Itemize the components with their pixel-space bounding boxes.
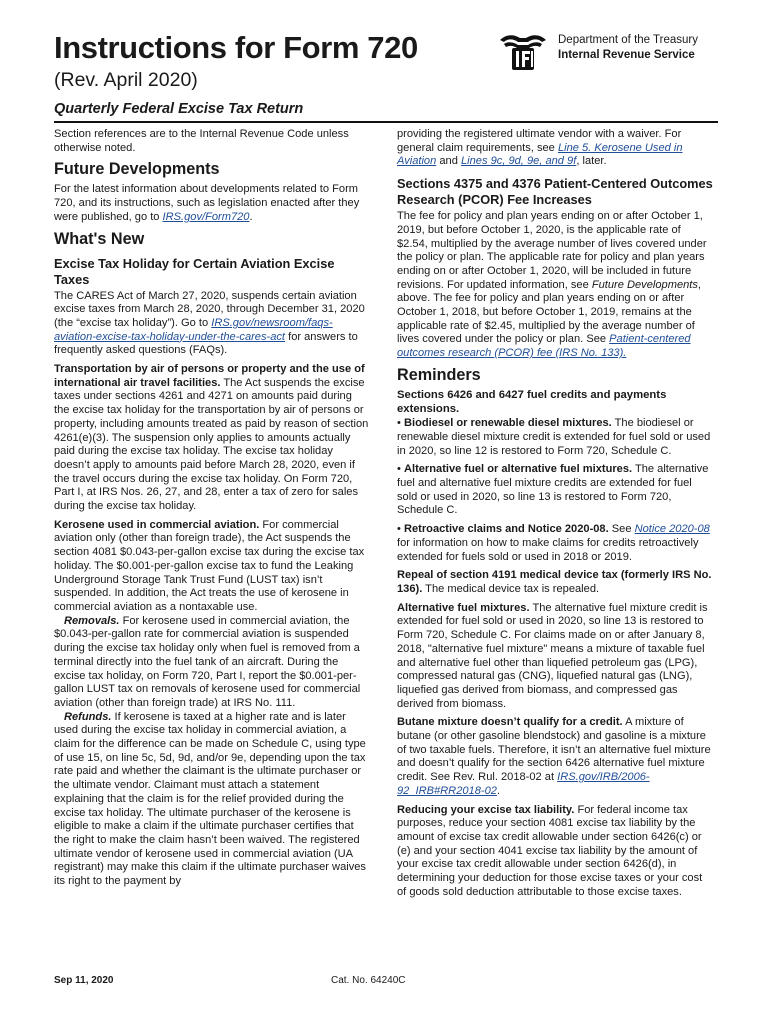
bullet-alternative-fuel: • Alternative fuel or alternative fuel mixtures. The alternative fuel and alternative fuel mixture credits are extended for fuel sold or used in 2020, so line 13 is restored to Form 720, Schedule C. <box>397 463 709 517</box>
pcor-link[interactable]: Patient-centered outcomes research (PCOR) fee (IRS No. 133). <box>397 333 691 360</box>
whats-new-heading: What's New <box>54 229 145 248</box>
refunds-paragraph: Refunds. If kerosene is taxed at a higher rate and is later used during the excise tax holiday in commercial aviation, a claim for the difference can be made on Schedule C, using type of use 15, on line 5c, 5d, 9d, and/or 9e, depending upon the tax rate paid and whether the claimant is the ultimate purchaser or the ultimate vendor. Claimant must attach a statement explaining that the claim is for the relief provided during the excise tax holiday. The ultimate purchaser of the kerosene is eligible to make a claim if the ultimate purchaser certifies that the right to make the claim hasn’t been waived. The registered ultimate vendor of kerosene used in commercial aviation (UA registrant) may make this claim if the ultimate purchaser waives its right to the payment by <box>54 710 366 888</box>
cares-paragraph: The CARES Act of March 27, 2020, suspends certain aviation excise taxes from March 28, 2020, through December 31, 2020 (the “excise tax holiday”). Go to IRS.gov/newsroom/faqs-aviation-excise-tax-holiday-under-the-cares-act for answers to frequently asked questions (FAQs). <box>54 289 365 357</box>
rev-rul-link[interactable]: IRS.gov/IRB/2006-92_IRB#RR2018-02 <box>397 771 650 797</box>
notice-link[interactable]: Notice 2020-08 <box>634 523 710 536</box>
pcor-heading: Sections 4375 and 4376 Patient-Centered Outcomes Research (PCOR) Fee Increases <box>397 176 713 208</box>
kerosene-paragraph: Kerosene used in commercial aviation. For commercial aviation only (other than foreign trade), the Act suspends the section 4081 $0.043-per-gallon excise tax during the excise tax holiday. The $0.001-per-gallon excise tax to fund the Leaking Underground Storage Tank Trust Fund (LUST tax) isn’t suspended. In addition, the Act treats the use of kerosene in commercial aviation as a nontaxable use. <box>54 518 365 613</box>
bullet-retroactive: • Retroactive claims and Notice 2020-08. See Notice 2020-08 for information on how to make claims for credits retroactively extended for fuels sold or used in 2018 or 2019. <box>397 523 710 563</box>
future-developments-paragraph: For the latest information about developments related to Form 720, and its instructions, such as legislation enacted after they were published, go to IRS.gov/Form720. <box>54 183 360 223</box>
irs-eagle-seal-icon <box>498 32 548 72</box>
transport-paragraph: Transportation by air of persons or property and the use of international air travel facilities. The Act suspends the excise taxes under sections 4261 and 4271 on amounts paid during the excise tax holiday for the transportation by air of persons or property, including amounts treated as paid by reason of section 4261(e)(3). The suspension only applies to amounts actually paid during the excise tax holiday. The excise tax holiday doesn’t apply to amounts paid before March 28, 2020, even if the travel occurs during the excise tax holiday. On Form 720, Part I, at IRS Nos. 26, 27, and 28, enter a tax of zero for sales during the excise tax holiday. <box>54 363 369 513</box>
bullet-icon: • <box>397 523 404 536</box>
intro-paragraph: Section references are to the Internal Revenue Code unless otherwise noted. <box>54 128 349 154</box>
holiday-heading: Excise Tax Holiday for Certain Aviation Excise Taxes <box>54 255 335 287</box>
bullet-biodiesel: • Biodiesel or renewable diesel mixtures. The biodiesel or renewable diesel mixture credit is extended for fuel sold or used in 2020, so line 12 is restored to Form 720, Schedule C. <box>397 417 711 457</box>
agency-irs: Internal Revenue Service <box>558 49 695 61</box>
header-rule <box>54 121 718 123</box>
pcor-paragraph: The fee for policy and plan years ending on or after October 1, 2019, but before October 1, 2020, is the applicable rate of $2.54, multiplied by the average number of lives covered under the policy or plan. The applicable rate for policy and plan years ending on or after October 1, 2020, will be included in future revisions. For updated information, see Future Developments, above. The fee for policy and plan years ending on or after October 1, 2018, but before October 1, 2019, remains at the applicable rate of $2.45, multiplied by the average number of lives covered under the policy or plan. See Patient-centered outcomes research (PCOR) fee (IRS No. 133). <box>397 210 707 360</box>
line5-link[interactable]: Line 5. Kerosene Used in Aviation <box>397 141 683 168</box>
continued-paragraph: providing the registered ultimate vendor with a waiver. For general claim requirements, see Line 5. Kerosene Used in Aviation and Lines 9c, 9d, 9e, and 9f, later. <box>397 128 683 168</box>
faqs-link[interactable]: IRS.gov/newsroom/faqs-aviation-excise-tax-holiday-under-the-cares-act <box>54 316 333 343</box>
reducing-paragraph: Reducing your excise tax liability. For federal income tax purposes, reduce your section 4081 excise tax liability by the amount of excise tax credit allowable under section 6426(c) or (e) and your section 4041 excise tax liability by the amount of your excise tax credit allowable under section 6426(d), in determining your deduction for those excise taxes or your cost of goods sold deduction attributable to those excise taxes. <box>397 803 703 898</box>
bullet-icon: • <box>397 463 404 476</box>
revision-date: (Rev. April 2020) <box>54 69 198 91</box>
removals-paragraph: Removals. For kerosene used in commercial aviation, the $0.043-per-gallon rate for commercial aviation is suspended during the excise tax holiday only when fuel is removed from a terminal directly into the fuel tank of an aircraft. During the excise tax holiday, on Form 720, Part I, report the $0.001-per-gallon LUST tax on removals of kerosene used for commercial aviation (other than foreign trade) at IRS No. 111. <box>54 614 361 709</box>
page-title: Instructions for Form 720 <box>54 30 418 65</box>
bullet-icon: • <box>397 417 404 430</box>
lines9-link[interactable]: Lines 9c, 9d, 9e, and 9f <box>460 155 577 168</box>
alt-fuel-paragraph: Alternative fuel mixtures. The alternative fuel mixture credit is extended for fuel sold or used in 2020, so line 13 is restored to Form 720, Schedule C. For claims made on or after January 8, 2018, "alternative fuel mixture" means a mixture of taxable fuel and alternative fuel other than liquefied petroleum gas (LPG), compressed natural gas (CNG), liquefied natural gas (LNG), liquefied gas derived from biomass, and compressed gas derived from biomass. <box>397 601 708 710</box>
repeal-paragraph: Repeal of section 4191 medical device tax (formerly IRS No. 136). The medical device tax is repealed. <box>397 569 712 595</box>
left-column <box>54 128 370 889</box>
agency-block <box>498 32 720 72</box>
future-developments-heading: Future Developments <box>54 160 220 179</box>
form720-link[interactable]: IRS.gov/Form720 <box>162 210 250 223</box>
footer-date: Sep 11, 2020 <box>54 975 114 986</box>
credits-heading: Sections 6426 and 6427 fuel credits and payments extensions. <box>397 388 667 415</box>
form-subtitle: Quarterly Federal Excise Tax Return <box>54 101 304 117</box>
right-column <box>397 128 713 904</box>
document-header <box>54 28 718 118</box>
reminders-heading: Reminders <box>397 365 481 384</box>
agency-department: Department of the Treasury <box>558 34 698 46</box>
footer-catalog-number: Cat. No. 64240C <box>331 975 406 986</box>
butane-paragraph: Butane mixture doesn’t qualify for a credit. A mixture of butane (or other gasoline blendstock) and gasoline is a mixture of two taxable fuels. Therefore, it isn’t an alternative fuel mixture and doesn’t qualify for the section 6426 alternative fuel mixture credit. See Rev. Rul. 2018-02 at IRS.gov/IRB/2006-92_IRB#RR2018-02. <box>397 716 711 797</box>
